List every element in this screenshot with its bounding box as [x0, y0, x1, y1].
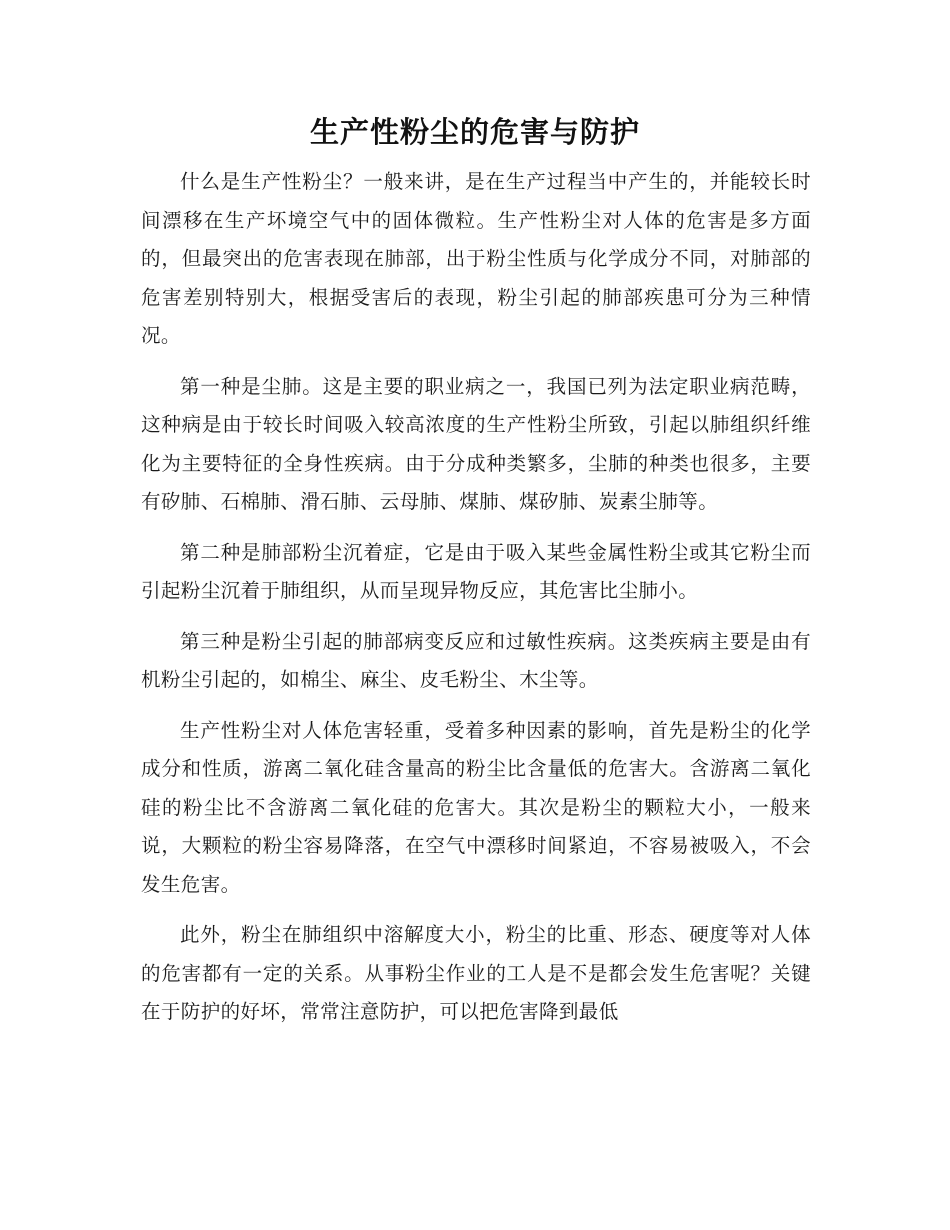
paragraph-6: 此外，粉尘在肺组织中溶解度大小，粉尘的比重、形态、硬度等对人体的危害都有一定的关系。从事粉尘作业的工人是不是都会发生危害呢？关键在于防护的好坏，常常注意防护，可以把危害降到最低 [141, 923, 811, 1023]
document-title: 生产性粉尘的危害与防护 [309, 115, 640, 149]
paragraph-2: 第一种是尘肺。这是主要的职业病之一，我国已列为法定职业病范畴，这种病是由于较长时间吸入较高浓度的生产性粉尘所致，引起以肺组织纤维化为主要特征的全身性疾病。由于分成种类繁多，尘肺的种类也很多，主要有矽肺、石棉肺、滑石肺、云母肺、煤肺、煤矽肺、炭素尘肺等。 [141, 374, 811, 513]
paragraph-4: 第三种是粉尘引起的肺部病变反应和过敏性疾病。这类疾病主要是由有机粉尘引起的，如棉尘、麻尘、皮毛粉尘、木尘等。 [141, 629, 811, 691]
paragraph-5: 生产性粉尘对人体危害轻重，受着多种因素的影响，首先是粉尘的化学成分和性质，游离二氧化硅含量高的粉尘比含量低的危害大。含游离二氧化硅的粉尘比不含游离二氧化硅的危害大。其次是粉尘的颗粒大小，一般来说，大颗粒的粉尘容易降落，在空气中漂移时间紧迫，不容易被吸入，不会发生危害。 [141, 718, 811, 896]
paragraph-3: 第二种是肺部粉尘沉着症，它是由于吸入某些金属性粉尘或其它粉尘而引起粉尘沉着于肺组织，从而呈现异物反应，其危害比尘肺小。 [141, 540, 811, 602]
document-body [141, 163, 811, 1044]
paragraph-1: 什么是生产性粉尘？一般来讲，是在生产过程当中产生的，并能较长时间漂移在生产坏境空气中的固体微粒。生产性粉尘对人体的危害是多方面的，但最突出的危害表现在肺部，出于粉尘性质与化学成分不同，对肺部的危害差别特别大，根据受害后的表现，粉尘引起的肺部疾患可分为三种情况。 [141, 170, 811, 347]
